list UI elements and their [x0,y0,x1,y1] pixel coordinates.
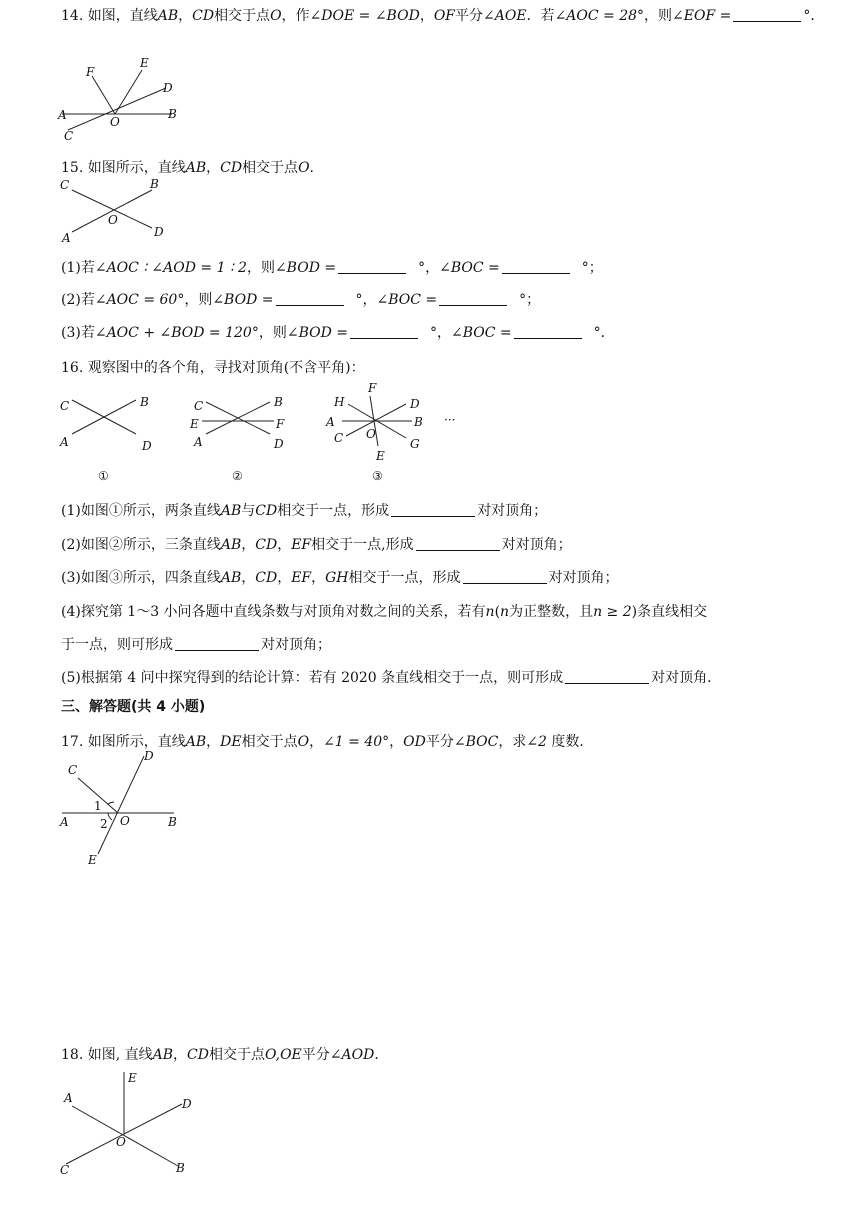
q16-figure-3 [326,380,466,490]
q18-label-d: D [182,1097,192,1111]
q18-label-o: O [116,1135,126,1149]
q16-s3-text-a: (3)如图③所示，四条直线 [61,570,221,586]
q16-s2-math-cd: CD [255,537,278,553]
q18-math-oe: OE [280,1047,302,1063]
q18-sep-1: ， [173,1047,188,1063]
q17-figure [58,750,188,870]
q14-label-f: F [86,65,95,79]
q16-fig2-label-b: B [274,395,283,409]
q14-math-cd: CD [192,8,215,24]
q18-text-1: 18. 如图, 直线 [61,1047,153,1063]
q15-p2-text-c: °， [355,292,377,308]
q16-s2-text-d: 相交于一点,形成 [311,537,414,553]
q14-label-o: O [110,115,120,129]
q15-p1-text-a: (1)若 [61,260,95,276]
q15-p3-blank-bod[interactable] [350,324,418,339]
q16-s3-blank[interactable] [463,569,547,584]
q15-p2-blank-bod[interactable] [276,291,344,306]
q15-math-o: O [298,160,310,176]
q16-fig3-label-g: G [410,437,420,451]
q18-text-2: 相交于点 [208,1047,265,1063]
q16-s2-math-ef: EF [291,537,312,553]
q15-part2 [61,290,540,310]
q14-text-5: ．若 [526,8,555,24]
q16-s2-math-ab: AB [220,537,242,553]
q16-s2-text-e: 对对顶角； [501,537,572,553]
q16-s3-math-ab: AB [220,570,242,586]
q14-ray-oe [115,70,142,114]
q15-figure [58,176,178,244]
q15-part1 [61,258,603,278]
q17-label-angle-1: 1 [94,799,102,813]
q14-sep-1: ， [178,8,193,24]
q14-text-3: ，作 [281,8,310,24]
q15-part3 [61,323,615,343]
q16-s4-math-n2: n [500,604,510,620]
q17-text-4: ，求 [498,734,527,750]
q16-fig1-label-b: B [140,395,149,409]
q18-label-c: C [60,1163,70,1177]
q18-text-4: ． [374,1047,389,1063]
q16-fig2-label-c: C [194,399,204,413]
q16-s4-text-line2a: 于一点，则可形成 [61,637,173,653]
q16-s4-math-n1: n [485,604,495,620]
q15-label-d: D [154,225,164,239]
q16-sub2 [61,535,572,555]
q18-label-a: A [64,1091,73,1105]
q16-s2-sep-1: ， [241,537,256,553]
q17-label-b: B [168,815,177,829]
q14-answer-blank[interactable] [733,7,801,22]
q16-sub4 [61,602,707,622]
q18-text [61,1045,388,1065]
q16-s2-sep-2: ， [277,537,292,553]
q16-s4-text-d: )条直线相交 [631,604,708,620]
q15-text-3: ． [309,160,324,176]
q15-p1-math-boc: ∠BOC = [439,260,500,276]
q14-math-o: O [270,8,282,24]
q15-p1-blank-boc[interactable] [502,259,570,274]
q16-fig1-label-c: C [60,399,70,413]
q14-label-a: A [58,108,67,122]
q15-label-a: A [62,231,71,245]
q16-sub3 [61,568,619,588]
q16-s1-text-a: (1)如图①所示，两条直线 [61,503,221,519]
q15-p2-text-d: °； [519,292,541,308]
q17-math-angle-1: ∠1 = 40° [323,734,390,750]
q17-math-ab: AB [185,734,207,750]
q16-fig2-number: ② [232,469,243,483]
q14-tail: °． [803,8,825,24]
q17-text-2: 相交于点 [241,734,298,750]
q14-math-doe-bod: ∠DOE = ∠BOD [309,8,420,24]
q15-p1-text-d: °； [581,260,603,276]
q16-s3-text-e: 相交于一点，形成 [348,570,461,586]
q16-fig2-label-e: E [190,417,199,431]
q15-sep: ， [206,160,221,176]
q17-text-3: 平分 [425,734,454,750]
q14-text-2: 相交于点 [214,8,271,24]
q15-p2-math-bod: ∠BOD = [212,292,274,308]
q16-fig3-label-a: A [326,415,335,429]
q16-s4-text-b: ( [494,604,501,620]
q17-label-angle-2: 2 [100,817,108,831]
q14-text-4: 平分 [455,8,484,24]
q17-sep-2: ， [309,734,324,750]
section-3-heading: 三、解答题(共 4 小题) [61,699,206,715]
q17-math-de: DE [220,734,242,750]
q16-s3-math-ef: EF [291,570,312,586]
q16-fig1-label-a: A [60,435,69,449]
q14-math-of: OF [433,8,456,24]
q16-fig1-label-d: D [142,439,152,453]
q15-p1-blank-bod[interactable] [338,259,406,274]
q15-text-1: 15. 如图所示，直线 [61,160,186,176]
q15-label-b: B [150,177,159,191]
q15-p1-math-bod: ∠BOD = [274,260,337,276]
q16-fig1-number: ① [98,469,109,483]
q15-p1-text-c: °， [418,260,440,276]
q14-label-e: E [140,56,149,70]
q16-s5-text-b: 对对顶角． [651,670,722,686]
q14-sep-2: ， [419,8,434,24]
q15-p2-text-b: ，则 [184,292,213,308]
q16-s1-math-ab: AB [220,503,242,519]
q14-label-c: C [64,129,74,143]
q16-fig3-label-b: B [414,415,423,429]
q16-fig2-label-f: F [276,417,285,431]
q16-fig3-label-d: D [410,397,420,411]
q14-math-aoe: ∠AOE [483,8,527,24]
q16-sub5 [61,668,721,688]
q14-math-aoc: ∠AOC = 28° [554,8,645,24]
q17-math-boc: ∠BOC [453,734,499,750]
q16-s3-sep-1: ， [241,570,256,586]
q17-label-o: O [120,814,130,828]
q15-p3-text-b: ，则 [258,325,287,341]
q14-label-d: D [163,81,173,95]
q14-label-b: B [168,107,177,121]
q17-sep-3: ， [389,734,404,750]
q17-text-5: 度数． [546,734,594,750]
q14-text-6: ，则 [644,8,673,24]
q16-s3-math-gh: GH [325,570,349,586]
q17-line-de [98,756,144,854]
q18-text-3: 平分 [301,1047,330,1063]
q16-fig3-label-c: C [334,431,344,445]
q15-p1-text-b: ，则 [246,260,275,276]
q15-p3-math-bod: ∠BOD = [286,325,349,341]
q16-s5-text-a: (5)根据第 4 问中探究得到的结论计算：若有 2020 条直线相交于一点，则可形成 [61,670,564,686]
q14-text-1: 14. 如图，直线 [61,8,158,24]
q16-fig3-label-h: H [334,395,345,409]
q14-figure [58,58,188,142]
q16-sub4-line2 [61,635,331,655]
q17-text-1: 17. 如图所示，直线 [61,734,186,750]
q16-s2-blank[interactable] [416,536,500,551]
q17-math-angle-2: ∠2 [526,734,547,750]
q16-s3-math-cd: CD [255,570,278,586]
q15-p3-text-a: (3)若 [61,325,95,341]
q15-text-2: 相交于点 [242,160,299,176]
q16-fig3-label-e: E [376,449,385,463]
q16-s1-text-d: 对对顶角； [477,503,548,519]
q17-math-od: OD [403,734,426,750]
q14-ray-of [92,76,115,114]
q16-s4-text-line2b: 对对顶角； [261,637,331,653]
q15-math-ab: AB [185,160,207,176]
q17-label-a: A [60,815,69,829]
q16-fig2-label-d: D [274,437,284,451]
q15-p2-math-aoc: ∠AOC = 60° [94,292,185,308]
q17-angle-2-arc [108,813,112,820]
q15-p3-blank-boc[interactable] [514,324,582,339]
q18-figure [58,1066,208,1182]
q17-label-d: D [144,749,154,763]
q16-s3-text-f: 对对顶角； [548,570,619,586]
q16-s5-blank[interactable] [565,669,649,684]
q16-fig3-ellipsis: ··· [444,413,456,427]
q15-p3-math-sum: ∠AOC + ∠BOD = 120° [94,325,259,341]
q16-fig3-label-o: O [366,427,376,441]
q18-label-b: B [176,1161,185,1175]
q15-text [61,158,324,178]
q18-math-aod: ∠AOD [329,1047,375,1063]
q17-math-o: O [297,734,310,750]
q15-p2-math-boc: ∠BOC = [376,292,438,308]
q16-s4-text-c: 为正整数，且 [509,604,594,620]
q16-s3-sep-3: ， [311,570,326,586]
q15-p3-text-c: °， [430,325,452,341]
q16-s1-text-c: 相交于一点，形成 [277,503,390,519]
q15-p1-math-ratio: ∠AOC ∶ ∠AOD = 1 ∶ 2 [94,260,247,276]
q16-s1-math-cd: CD [255,503,278,519]
q15-label-c: C [60,178,70,192]
q15-label-o: O [108,213,118,227]
q18-math-cd: CD [187,1047,209,1063]
q14-text [61,6,824,26]
q17-label-e: E [88,853,97,867]
q14-math-eof: ∠EOF = [672,8,732,24]
q16-figure-2 [188,388,298,488]
q16-s2-text-a: (2)如图②所示，三条直线 [61,537,221,553]
q16-title: 16. 观察图中的各个角，寻找对顶角(不含平角)： [61,360,365,376]
q14-math-ab: AB [157,8,179,24]
q15-math-cd: CD [220,160,243,176]
q15-p3-math-boc: ∠BOC = [451,325,512,341]
q15-p2-blank-boc[interactable] [439,291,507,306]
q18-math-o: O, [264,1047,281,1063]
q18-math-ab: AB [152,1047,174,1063]
q17-angle-1-arc [108,802,114,804]
q15-p2-text-a: (2)若 [61,292,95,308]
q16-fig3-label-f: F [368,381,377,395]
q15-p3-text-d: °． [593,325,615,341]
q16-s1-text-b: 与 [241,503,256,519]
q16-s3-sep-2: ， [277,570,292,586]
q17-text [61,732,593,752]
q16-s4-math-n-ge-2: n ≥ 2 [593,604,632,620]
q17-sep-1: ， [206,734,221,750]
q16-fig2-label-a: A [194,435,203,449]
q17-label-c: C [68,763,78,777]
q16-s1-blank[interactable] [391,502,475,517]
q16-sub1 [61,501,547,521]
q16-figure-1 [58,388,168,488]
q16-s4-blank[interactable] [175,636,259,651]
q18-label-e: E [128,1071,137,1085]
q16-fig3-number: ③ [372,469,383,483]
q16-s4-text-a: (4)探究第 1～3 小问各题中直线条数与对顶角对数之间的关系，若有 [61,604,486,620]
